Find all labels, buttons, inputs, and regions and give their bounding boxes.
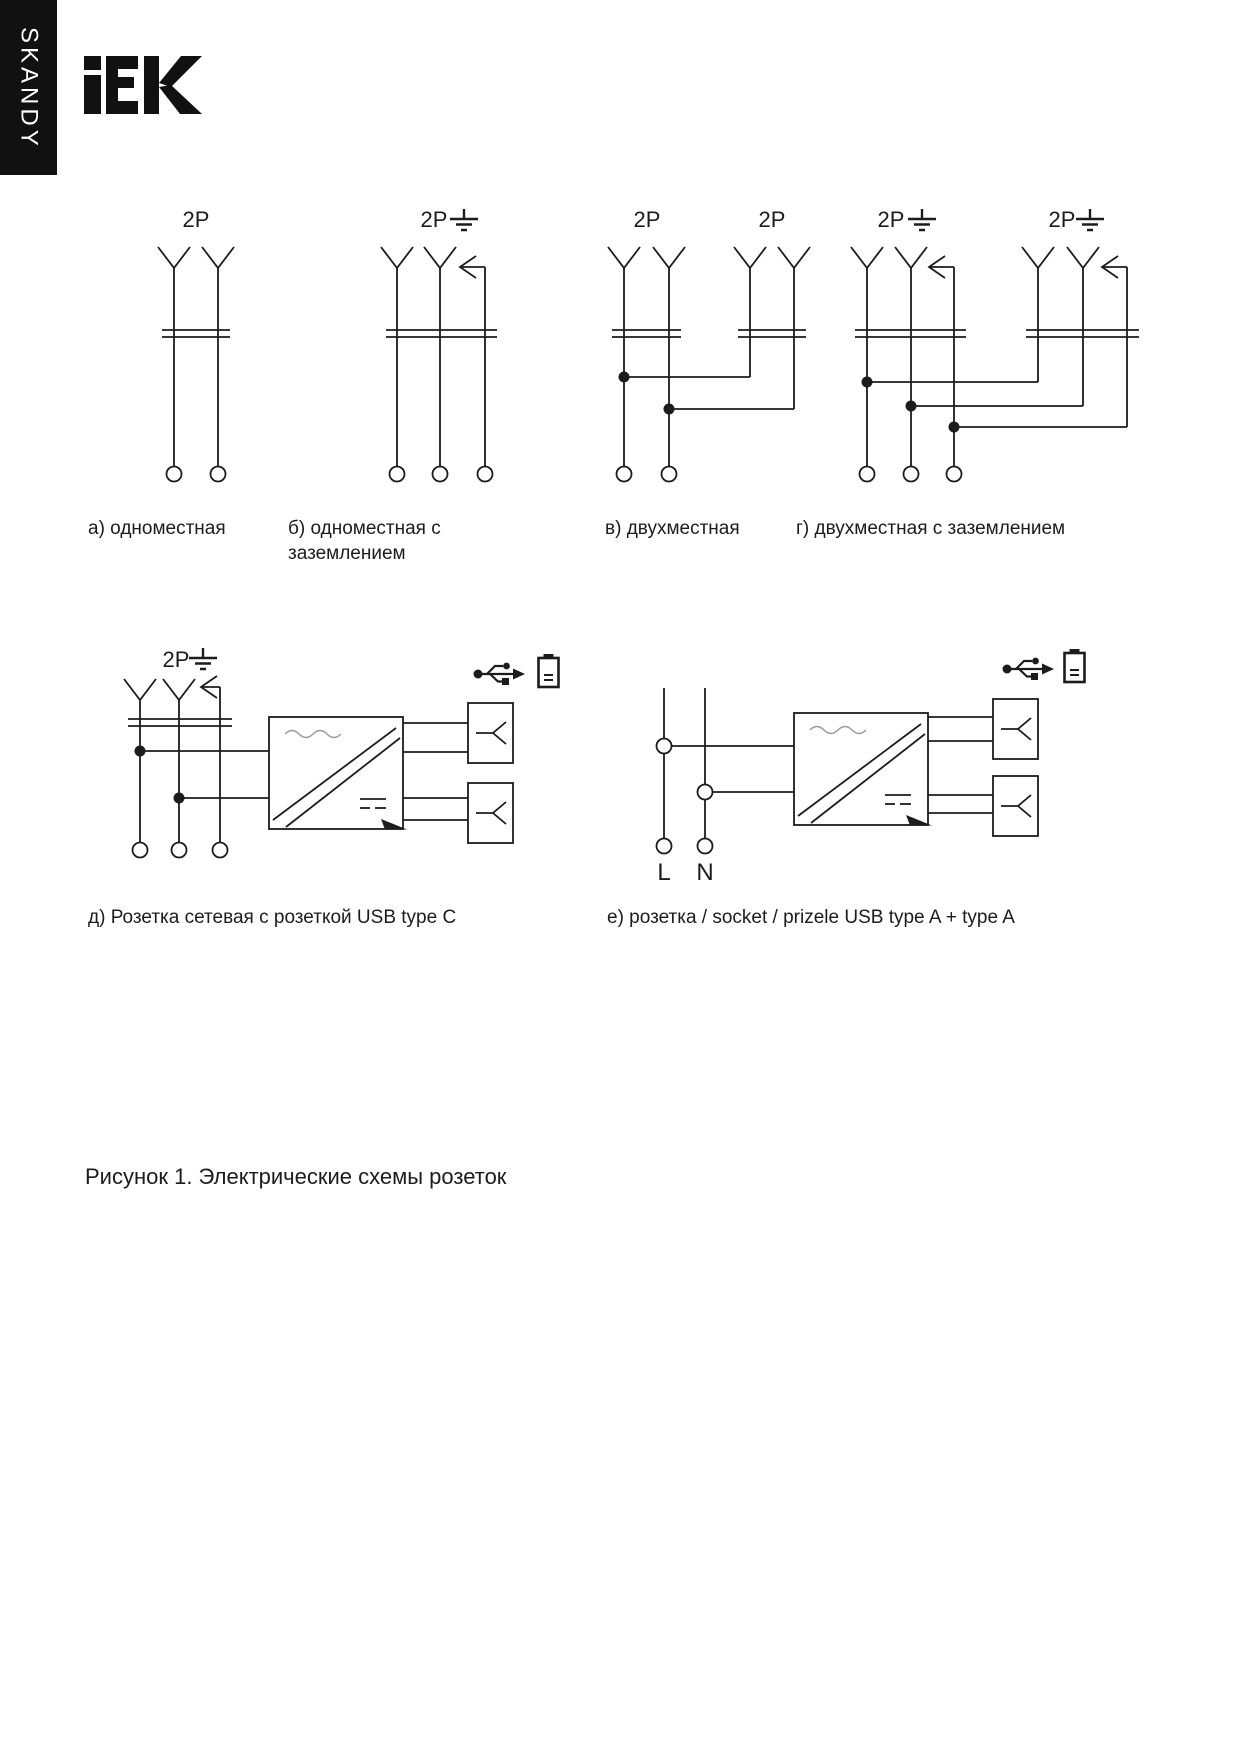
diagram-g-schematic [851,207,1139,482]
caption-e: е) розетка / socket / prizele USB type A + type A [607,907,1015,928]
pole-count-label: 2P [758,207,786,232]
pole-count-label: 2P [877,207,905,232]
ground-contact-arrow [460,256,485,467]
battery-icon [539,654,559,687]
usb-port-box [468,703,513,763]
usb-port-box [993,776,1038,836]
caption-d: д) Розетка сетевая с розеткой USB type C [88,907,457,928]
caption-a: а) одноместная [88,518,226,539]
pole-count-label: 2P [1048,207,1076,232]
pole-count-label: 2P [182,207,210,232]
usb-icon [474,663,526,685]
ground-contact-arrow [201,676,220,843]
neutral-terminal-label: N [696,859,714,886]
diagram-d-schematic [124,647,559,858]
diagram-v-schematic [608,207,810,482]
usb-icon [1003,658,1055,680]
diagram-b-schematic [381,207,497,482]
figure-caption: Рисунок 1. Электрические схемы розеток [85,1164,507,1189]
series-label: SKANDY [15,27,43,150]
battery-icon [1065,649,1085,682]
caption-b: б) одноместная с заземлением [288,518,441,565]
pole-count-label: 2P [162,647,190,672]
ground-symbol-icon [189,648,217,669]
ground-contact-arrow [1102,256,1127,427]
ground-symbol-icon [450,209,478,230]
diagram-e-schematic [657,649,1085,886]
usb-port-box [993,699,1038,759]
pole-count-label: 2P [420,207,448,232]
acdc-converter-box [794,713,932,826]
caption-v: в) двухместная [605,518,740,539]
ground-symbol-icon [1076,209,1104,230]
line-terminal-label: L [657,859,671,886]
diagram-a-schematic [158,207,234,482]
ground-contact-arrow [929,256,954,467]
ground-symbol-icon [908,209,936,230]
caption-g: г) двухместная с заземлением [796,518,1066,539]
pole-count-label: 2P [633,207,661,232]
acdc-converter-box [269,717,407,830]
usb-port-box [468,783,513,843]
